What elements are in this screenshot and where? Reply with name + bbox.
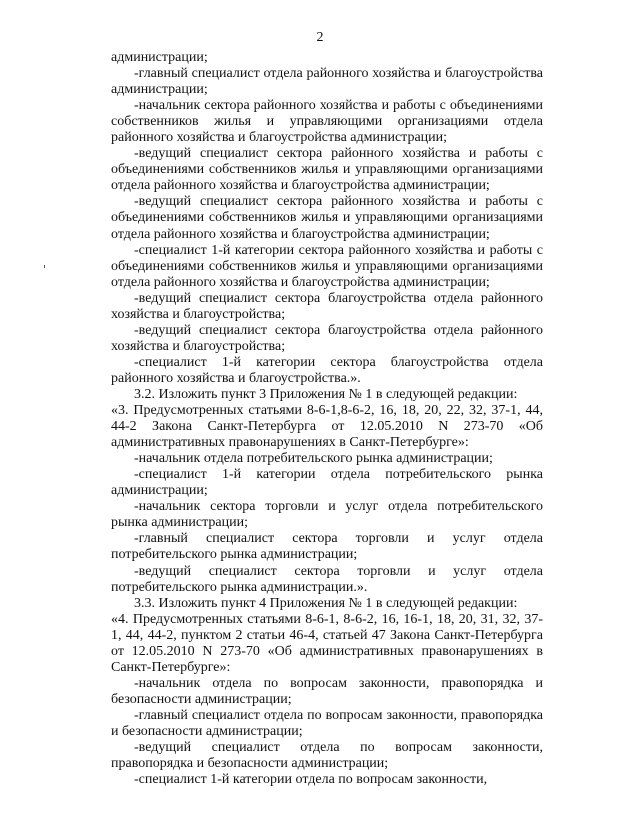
page-number: 2 (316, 30, 324, 45)
section-heading: 3.3. Изложить пункт 4 Приложения № 1 в следующей редакции: (134, 595, 518, 611)
list-item: -начальник сектора торговли и услуг отдела потребительского рынка администрации; (111, 499, 543, 531)
margin-mark (44, 265, 45, 268)
section-heading: 3.2. Изложить пункт 3 Приложения № 1 в следующей редакции: (134, 386, 518, 402)
list-item: -специалист 1-й категории сектора районного хозяйства и работы с объединениями собственников жилья и управляющими организациями отдела районного хозяйства и благоустройства администрации; (111, 242, 543, 290)
list-item: -специалист 1-й категории отдела потребительского рынка администрации; (111, 467, 543, 499)
list-item: -ведущий специалист сектора благоустройства отдела районного хозяйства и благоустройства; (111, 322, 543, 354)
list-item: -главный специалист отдела по вопросам законности, правопорядка и безопасности администрации; (111, 707, 543, 739)
list-item: -главный специалист сектора торговли и услуг отдела потребительского рынка администрации; (111, 531, 543, 563)
list-item: -ведущий специалист сектора торговли и услуг отдела потребительского рынка администрации.». (111, 563, 543, 595)
list-item: -начальник отдела по вопросам законности, правопорядка и безопасности администрации; (111, 675, 543, 707)
paragraph-continuation: администрации; (111, 50, 208, 65)
list-item: -ведущий специалист сектора районного хозяйства и работы с объединениями собственников жилья и управляющими организациями отдела районного хозяйства и благоустройства администрации; (111, 146, 543, 194)
list-item: -специалист 1-й категории сектора благоустройства отдела районного хозяйства и благоустройства.». (111, 354, 543, 386)
list-item: -ведущий специалист сектора благоустройства отдела районного хозяйства и благоустройства; (111, 290, 543, 322)
list-item: -специалист 1-й категории отдела по вопросам законности, (134, 772, 488, 788)
list-item: -главный специалист отдела районного хозяйства и благоустройства администрации; (111, 66, 543, 98)
list-item: -начальник отдела потребительского рынка администрации; (134, 451, 493, 467)
paragraph: «3. Предусмотренных статьями 8-6-1,8-6-2, 16, 18, 20, 22, 32, 37-1, 44, 44-2 Закона Санкт-Петербурга от 12.05.2010 N 273-70 «Об административных правонарушениях в Санкт-Петербурге»: (111, 403, 543, 451)
paragraph: «4. Предусмотренных статьями 8-6-1, 8-6-2, 16, 16-1, 18, 20, 31, 32, 37-1, 44, 44-2, пунктом 2 статьи 46-4, статьей 47 Закона Санкт-Петербурга от 12.05.2010 N 273-70 «Об административных правонарушениях в Санкт-Петербурге»: (111, 611, 543, 675)
list-item: -ведущий специалист отдела по вопросам законности, правопорядка и безопасности администрации; (111, 740, 543, 772)
document-body (111, 50, 543, 788)
list-item: -ведущий специалист сектора районного хозяйства и работы с объединениями собственников жилья и управляющими организациями отдела районного хозяйства и благоустройства администрации; (111, 194, 543, 242)
list-item: -начальник сектора районного хозяйства и работы с объединениями собственников жилья и управляющими организациями отдела районного хозяйства и благоустройства администрации; (111, 98, 543, 146)
